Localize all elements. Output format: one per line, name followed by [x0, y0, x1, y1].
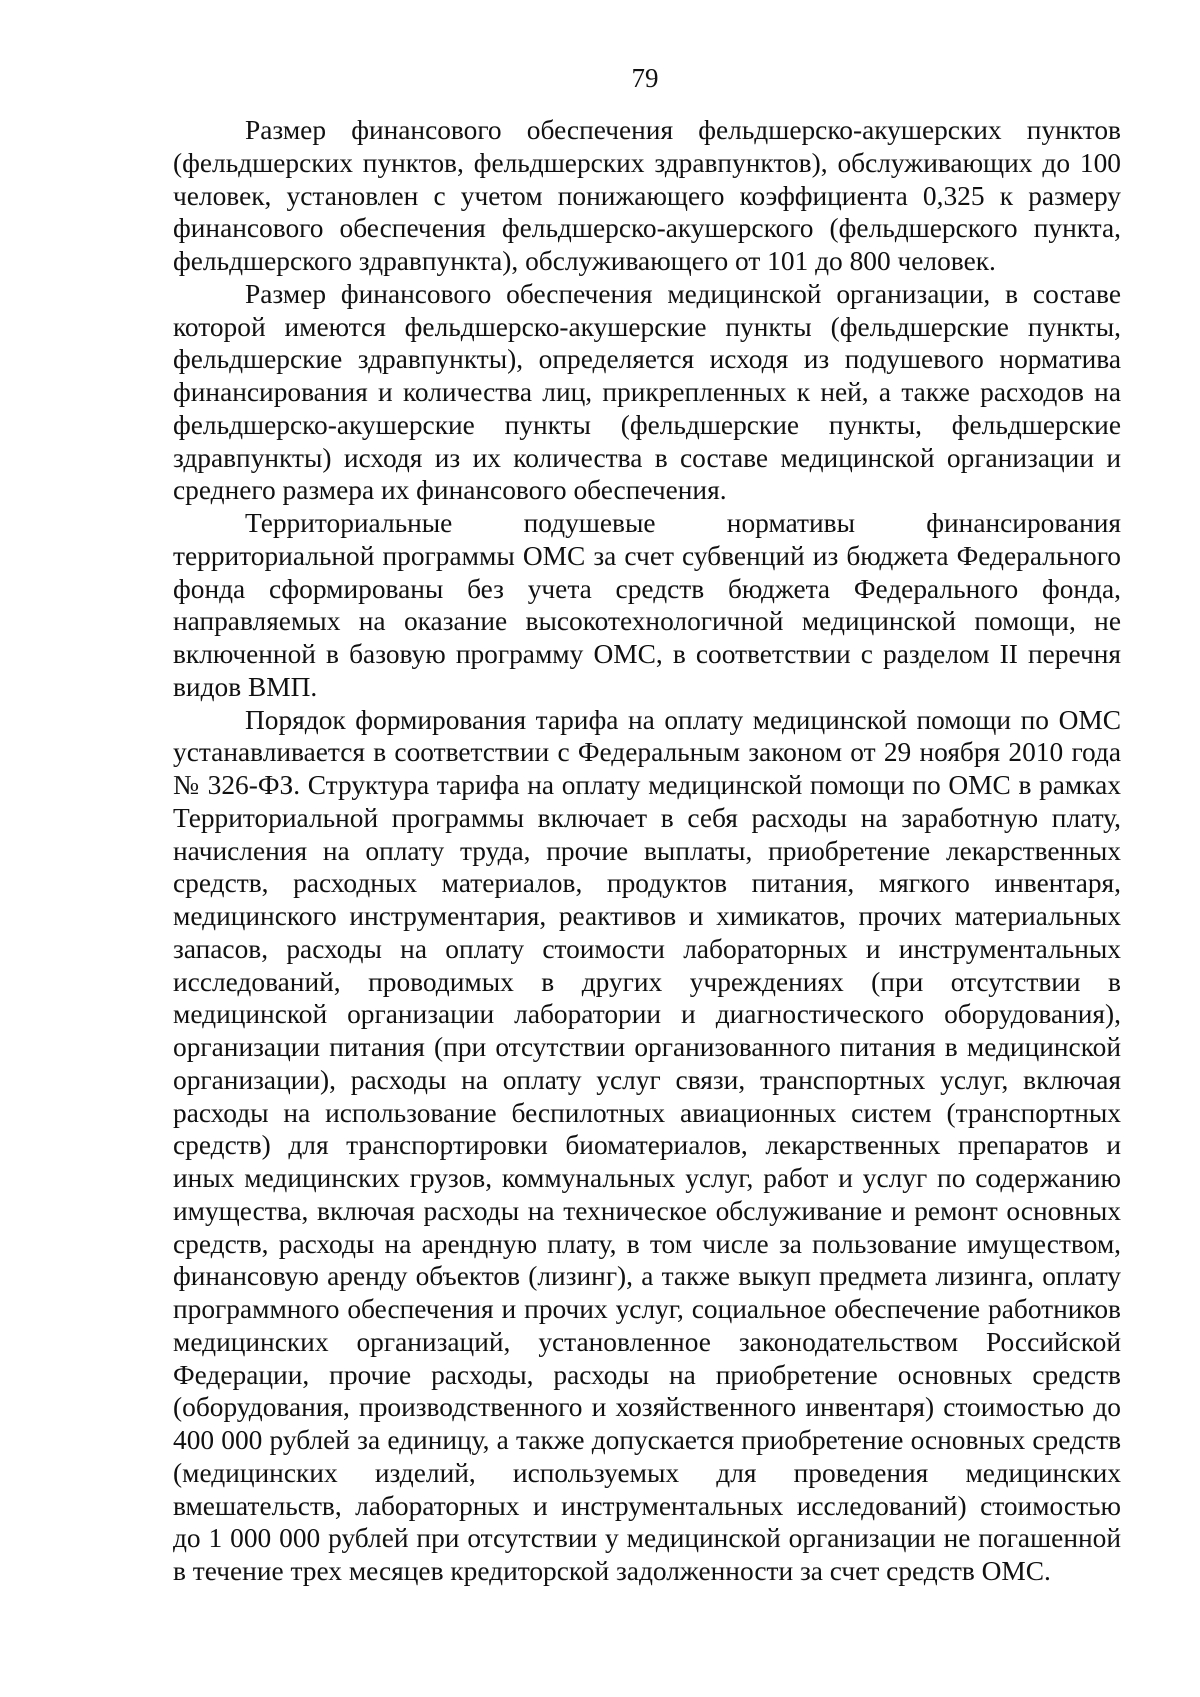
paragraph-tariff-structure: Порядок формирования тарифа на оплату медицинской помощи по ОМС устанавливается в соответствии с Федеральным законом от 29 ноября 2010 года № 326-ФЗ. Структура тарифа на оплату медицинской помощи по ОМС в рамках Территориальной программы включает в себя расходы на заработную плату, начисления на оплату труда, прочие выплаты, приобретение лекарственных средств, расходных материалов, продуктов питания, мягкого инвентаря, медицинского инструментария, реактивов и химикатов, прочих материальных запасов, расходы на оплату стоимости лабораторных и инструментальных исследований, проводимых в других учреждениях (при отсутствии в медицинской организации лаборатории и диагностического оборудования), организации питания (при отсутствии организованного питания в медицинской организации), расходы на оплату услуг связи, транспортных услуг, включая расходы на использование беспилотных авиационных систем (транспортных средств) для транспортировки биоматериалов, лекарственных препаратов и иных медицинских грузов, коммунальных услуг, работ и услуг по содержанию имущества, включая расходы на техническое обслуживание и ремонт основных средств, расходы на арендную плату, в том числе за пользование имуществом, финансовую аренду объектов (лизинг), а также выкуп предмета лизинга, оплату программного обеспечения и прочих услуг, социальное обеспечение работников медицинских организаций, установленное законодательством Российской Федерации, прочие расходы, расходы на приобретение основных средств (оборудования, производственного и хозяйственного инвентаря) стоимостью до 400 000 рублей за единицу, а также допускается приобретение основных средств (медицинских изделий, используемых для проведения медицинских вмешательств, лабораторных и инструментальных исследований) стоимостью до 1 000 000 рублей при отсутствии у медицинской организации не погашенной в течение трех месяцев кредиторской задолженности за счет средств ОМС. — [173, 704, 1121, 1586]
paragraph-organization-funding: Размер финансового обеспечения медицинской организации, в составе которой имеются фельдшерско-акушерские пункты (фельдшерские пункты, фельдшерские здравпункты), определяется исходя из подушевого норматива финансирования и количества лиц, прикрепленных к ней, а также расходов на фельдшерско-акушерские пункты (фельдшерские пункты, фельдшерские здравпункты) исходя из их количества в составе медицинской организации и среднего размера их финансового обеспечения. — [173, 278, 1121, 506]
paragraph-per-capita-standards: Территориальные подушевые нормативы финансирования территориальной программы ОМС за счет субвенций из бюджета Федерального фонда сформированы без учета средств бюджета Федерального фонда, направляемых на оказание высокотехнологичной медицинской помощи, не включенной в базовую программу ОМС, в соответствии с разделом II перечня видов ВМП. — [173, 508, 1121, 702]
page-number: 79 — [631, 63, 659, 93]
paragraph-fap-funding-coefficient: Размер финансового обеспечения фельдшерско-акушерских пунктов (фельдшерских пунктов, фельдшерских здравпунктов), обслуживающих до 100 человек, установлен с учетом понижающего коэффициента 0,325 к размеру финансового обеспечения фельдшерско-акушерского (фельдшерского пункта, фельдшерского здравпункта), обслуживающего от 101 до 800 человек. — [173, 115, 1121, 276]
document-body — [173, 114, 1121, 1588]
